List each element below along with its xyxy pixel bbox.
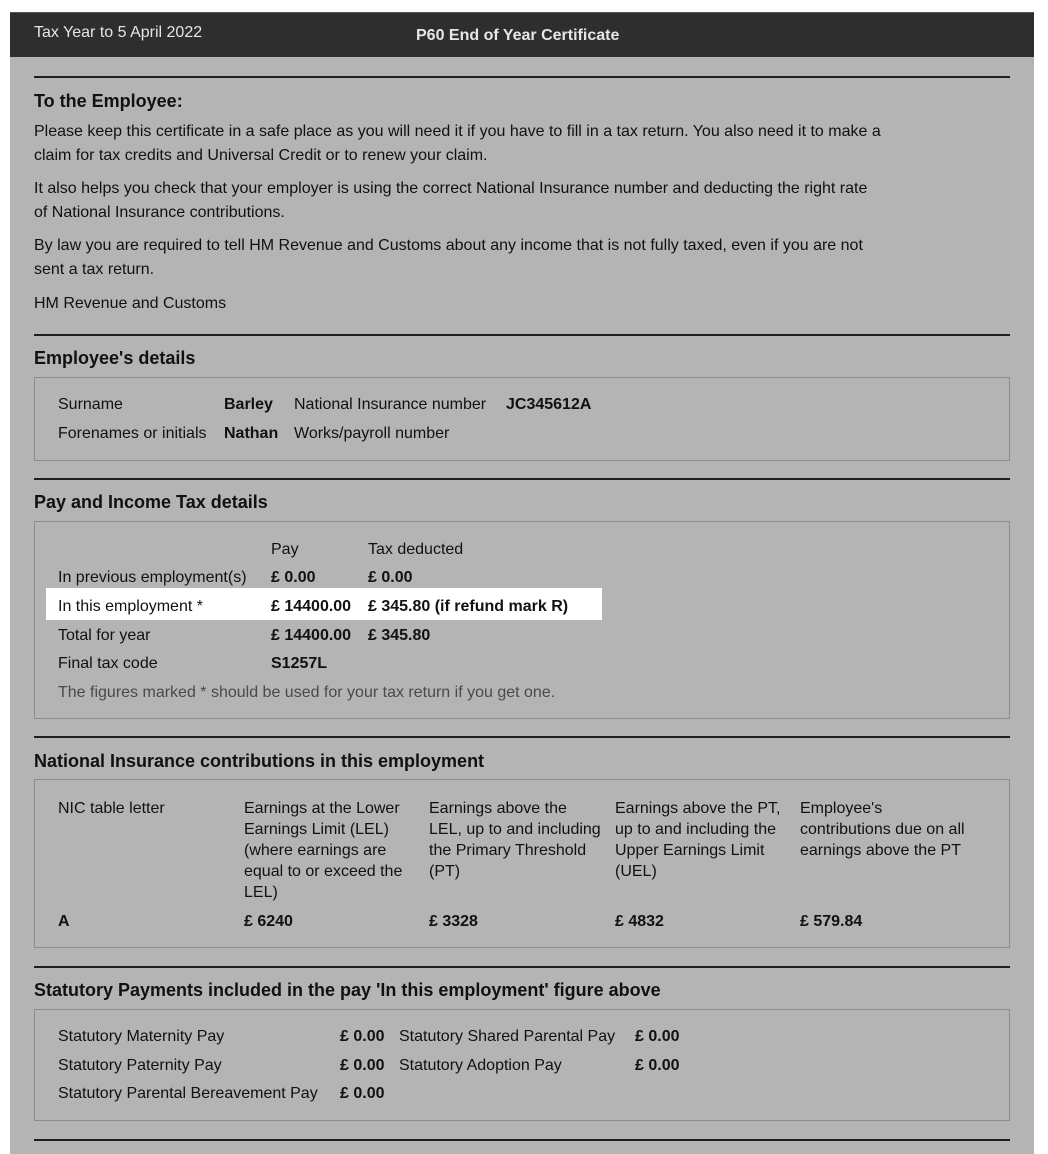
nic-value: £ 6240 bbox=[244, 913, 293, 930]
statutory-heading: Statutory Payments included in the pay 'In this employment' figure above bbox=[34, 980, 661, 1000]
bereavement-pay-value: £ 0.00 bbox=[340, 1085, 385, 1102]
divider bbox=[34, 736, 1010, 738]
tax-return-note: The figures marked * should be used for your tax return if you get one. bbox=[58, 684, 556, 701]
pay-row-pay: £ 14400.00 bbox=[271, 627, 352, 644]
nic-column-header: Earnings at the Lower Earnings Limit (LEL) (where earnings are equal to or exceed the LEL) bbox=[244, 800, 403, 901]
nic-column-header: NIC table letter bbox=[58, 800, 165, 817]
employee-heading: Employee's details bbox=[34, 348, 196, 368]
nic-value: £ 4832 bbox=[615, 913, 664, 930]
divider bbox=[34, 1139, 1010, 1141]
adoption-pay-label: Statutory Adoption Pay bbox=[399, 1057, 562, 1074]
paternity-pay-value: £ 0.00 bbox=[340, 1057, 385, 1074]
shared-parental-pay-label: Statutory Shared Parental Pay bbox=[399, 1028, 616, 1045]
pay-row-tax: £ 345.80 bbox=[368, 627, 431, 644]
header-bar bbox=[10, 12, 1034, 57]
pay-row-label: Total for year bbox=[58, 627, 151, 644]
tax-code-label: Final tax code bbox=[58, 655, 158, 672]
tax-column-header: Tax deducted bbox=[368, 541, 464, 558]
intro-signoff: HM Revenue and Customs bbox=[34, 295, 227, 312]
nic-heading: National Insurance contributions in this employment bbox=[34, 751, 485, 771]
employee-details-box bbox=[34, 377, 1010, 461]
works-number-label: Works/payroll number bbox=[294, 425, 450, 442]
pay-row-tax: £ 345.80 (if refund mark R) bbox=[368, 598, 569, 615]
surname-label: Surname bbox=[58, 396, 123, 413]
nic-value: £ 579.84 bbox=[800, 913, 863, 930]
nic-column-header: Earnings above the LEL, up to and including the Primary Threshold (PT) bbox=[429, 800, 601, 880]
pay-row-label: In previous employment(s) bbox=[58, 569, 247, 586]
pay-row-label: In this employment * bbox=[58, 598, 203, 615]
ni-number-value: JC345612A bbox=[506, 396, 592, 413]
bereavement-pay-label: Statutory Parental Bereavement Pay bbox=[58, 1085, 318, 1102]
surname-value: Barley bbox=[224, 396, 273, 413]
divider bbox=[34, 334, 1010, 336]
nic-value: A bbox=[58, 913, 70, 930]
adoption-pay-value: £ 0.00 bbox=[635, 1057, 680, 1074]
paternity-pay-label: Statutory Paternity Pay bbox=[58, 1057, 222, 1074]
nic-column-header: Employee's contributions due on all earnings above the PT bbox=[800, 800, 965, 859]
certificate-title: P60 End of Year Certificate bbox=[416, 27, 620, 44]
forenames-label: Forenames or initials bbox=[58, 425, 207, 442]
intro-paragraph-3: By law you are required to tell HM Revenue and Customs about any income that is not fully taxed, even if you are not sent a tax return. bbox=[34, 237, 863, 278]
pay-row-pay: £ 0.00 bbox=[271, 569, 316, 586]
tax-code-value: S1257L bbox=[271, 655, 328, 672]
divider bbox=[34, 76, 1010, 78]
maternity-pay-label: Statutory Maternity Pay bbox=[58, 1028, 225, 1045]
maternity-pay-value: £ 0.00 bbox=[340, 1028, 385, 1045]
pay-heading: Pay and Income Tax details bbox=[34, 492, 268, 512]
pay-column-header: Pay bbox=[271, 541, 299, 558]
intro-paragraph-1: Please keep this certificate in a safe place as you will need it if you have to fill in a tax return. You also need it to make a claim for tax credits and Universal Credit or to renew your claim. bbox=[34, 123, 881, 164]
forenames-value: Nathan bbox=[224, 425, 279, 442]
p60-certificate bbox=[10, 12, 1034, 1154]
tax-year: Tax Year to 5 April 2022 bbox=[34, 24, 203, 41]
intro-heading: To the Employee: bbox=[34, 91, 183, 111]
ni-number-label: National Insurance number bbox=[294, 396, 487, 413]
divider bbox=[34, 478, 1010, 480]
shared-parental-pay-value: £ 0.00 bbox=[635, 1028, 680, 1045]
nic-value: £ 3328 bbox=[429, 913, 478, 930]
intro-paragraph-2: It also helps you check that your employer is using the correct National Insurance number and deducting the right rate of National Insurance contributions. bbox=[34, 180, 868, 221]
nic-column-header: Earnings above the PT, up to and including the Upper Earnings Limit (UEL) bbox=[615, 800, 781, 880]
divider bbox=[34, 966, 1010, 968]
pay-row-pay: £ 14400.00 bbox=[271, 598, 352, 615]
pay-row-tax: £ 0.00 bbox=[368, 569, 413, 586]
